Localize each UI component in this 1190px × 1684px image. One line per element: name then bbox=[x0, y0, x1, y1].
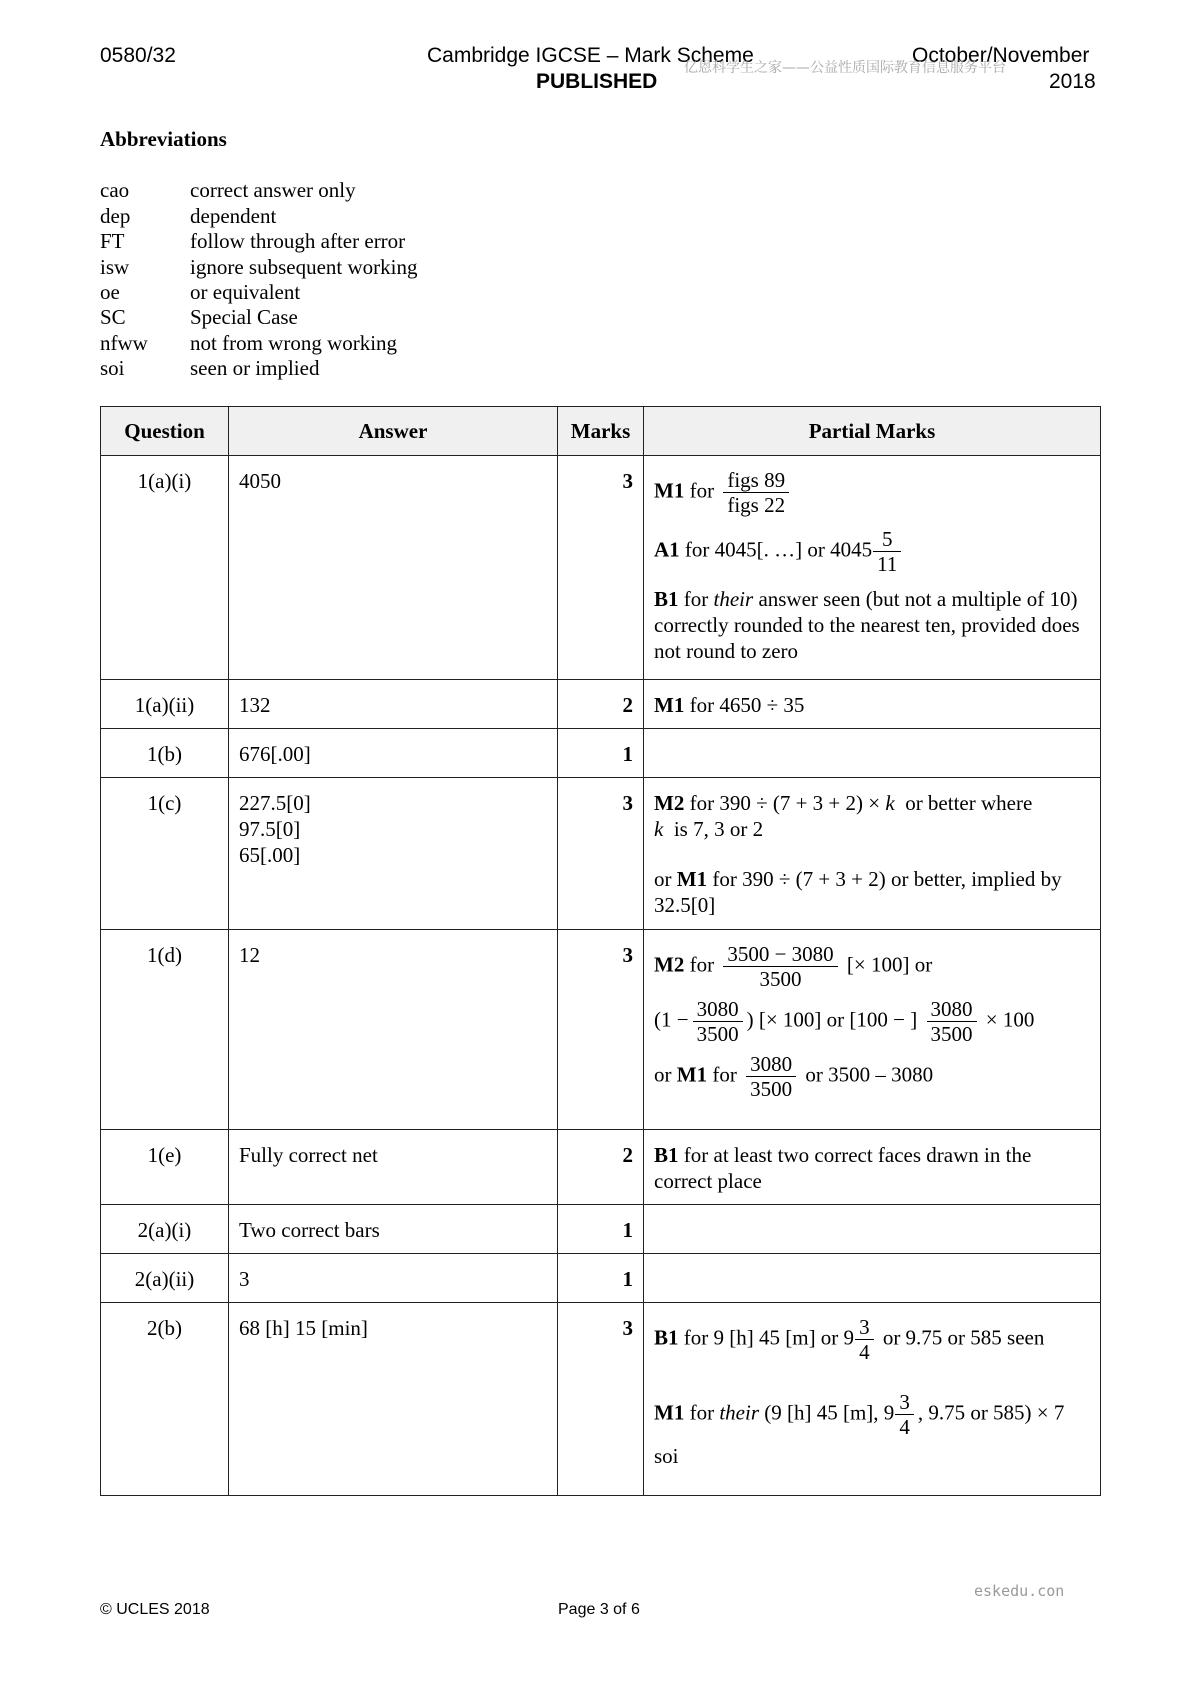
fraction-numerator: 3500 − 3080 bbox=[723, 942, 837, 967]
partial-text: or better where bbox=[905, 791, 1033, 815]
marks-cell: 3 bbox=[558, 778, 644, 930]
partial-mark-line bbox=[654, 527, 1090, 576]
partial-text: for bbox=[689, 1400, 715, 1425]
mark-code: M1 bbox=[676, 867, 708, 891]
paper-code: 0580/32 bbox=[100, 44, 176, 67]
fraction-numerator: figs 89 bbox=[723, 468, 789, 493]
abbreviation-desc: seen or implied bbox=[190, 356, 320, 380]
answer-cell: 68 [h] 15 [min] bbox=[229, 1303, 558, 1496]
partial-text: for bbox=[689, 952, 715, 977]
partial-text: or bbox=[654, 867, 672, 891]
question-number: 1(a)(i) bbox=[101, 456, 229, 680]
abbreviation-code: FT bbox=[100, 229, 125, 253]
variable-k: k bbox=[885, 791, 895, 815]
fraction bbox=[927, 997, 977, 1046]
partial-text: for 4045[. …] or 4045 bbox=[684, 537, 873, 562]
abbreviation-code: SC bbox=[100, 305, 126, 329]
mark-code: M1 bbox=[654, 478, 685, 503]
partial-text: (1 − bbox=[654, 1007, 689, 1032]
partial-mark-line bbox=[654, 816, 1090, 842]
fraction bbox=[693, 997, 743, 1046]
marks-cell: 1 bbox=[558, 729, 644, 778]
question-number: 1(d) bbox=[101, 930, 229, 1130]
abbreviation-desc: not from wrong working bbox=[190, 331, 398, 355]
answer-cell: 4050 bbox=[229, 456, 558, 680]
marks-cell: 3 bbox=[558, 1303, 644, 1496]
table-row bbox=[101, 1130, 1101, 1205]
mark-code: M1 bbox=[654, 1400, 685, 1425]
fraction-denominator: 3500 bbox=[750, 1077, 793, 1101]
abbreviation-code: isw bbox=[100, 255, 130, 279]
mark-code: M1 bbox=[654, 693, 685, 717]
partial-marks-cell bbox=[644, 1254, 1101, 1303]
partial-text: for 390 ÷ (7 + 3 + 2) × bbox=[689, 791, 881, 815]
fraction bbox=[746, 1052, 796, 1101]
question-number: 1(e) bbox=[101, 1130, 229, 1205]
document-title: Cambridge IGCSE – Mark Scheme bbox=[427, 44, 754, 67]
abbreviation-code: nfww bbox=[100, 331, 148, 355]
fraction-denominator: figs 22 bbox=[727, 493, 786, 517]
question-number: 1(c) bbox=[101, 778, 229, 930]
answer-cell: Two correct bars bbox=[229, 1205, 558, 1254]
table-row bbox=[101, 778, 1101, 930]
partial-text: for 9 [h] 45 [m] or 9 bbox=[683, 1325, 855, 1350]
partial-text: for 4650 ÷ 35 bbox=[689, 693, 805, 717]
answer-cell: 676[.00] bbox=[229, 729, 558, 778]
partial-marks-cell bbox=[644, 729, 1101, 778]
page-number: Page 3 of 6 bbox=[558, 1601, 640, 1618]
partial-text: for bbox=[689, 478, 715, 503]
header-question: Question bbox=[101, 407, 229, 456]
answer-line: 227.5[0] bbox=[239, 791, 311, 815]
copyright-text: © UCLES 2018 bbox=[100, 1601, 210, 1618]
marks-cell: 2 bbox=[558, 680, 644, 729]
partial-mark-line bbox=[654, 942, 1090, 991]
partial-marks-cell bbox=[644, 930, 1101, 1130]
fraction-denominator: 3500 bbox=[930, 1022, 973, 1046]
marks-cell: 3 bbox=[558, 930, 644, 1130]
partial-text: [× 100] or bbox=[846, 952, 933, 977]
mark-code: B1 bbox=[654, 1143, 679, 1167]
table-row bbox=[101, 680, 1101, 729]
fraction bbox=[855, 1315, 874, 1364]
abbreviation-desc: ignore subsequent working bbox=[190, 255, 418, 279]
table-row bbox=[101, 729, 1101, 778]
abbreviation-code: cao bbox=[100, 178, 130, 202]
question-number: 2(a)(ii) bbox=[101, 1254, 229, 1303]
answer-cell: Fully correct net bbox=[229, 1130, 558, 1205]
exam-year: 2018 bbox=[1049, 70, 1096, 93]
partial-text: soi bbox=[654, 1444, 679, 1468]
question-number: 1(a)(ii) bbox=[101, 680, 229, 729]
partial-text: for bbox=[683, 587, 709, 611]
partial-marks-cell bbox=[644, 1130, 1101, 1205]
fraction-numerator: 5 bbox=[873, 527, 901, 552]
partial-text: is 7, 3 or 2 bbox=[673, 817, 764, 841]
partial-text-italic: their bbox=[713, 587, 754, 611]
abbreviation-desc: dependent bbox=[190, 204, 277, 228]
partial-marks-cell bbox=[644, 1303, 1101, 1496]
partial-text: answer seen (but not a multiple of 10) correctly rounded to the nearest ten, provided does not round to zero bbox=[654, 587, 1080, 663]
partial-text: or bbox=[654, 1062, 672, 1087]
marks-cell: 3 bbox=[558, 456, 644, 680]
mark-scheme-table bbox=[100, 406, 1101, 1496]
table-row bbox=[101, 1303, 1101, 1496]
question-number: 1(b) bbox=[101, 729, 229, 778]
partial-text: for at least two correct faces drawn in the correct place bbox=[654, 1143, 1032, 1193]
mark-code: M1 bbox=[676, 1062, 708, 1087]
fraction-numerator: 3080 bbox=[927, 997, 977, 1022]
document-status: PUBLISHED bbox=[536, 70, 658, 93]
partial-mark-line bbox=[654, 1052, 1090, 1101]
partial-text-italic: their bbox=[719, 1400, 759, 1425]
partial-text: for 390 ÷ (7 + 3 + 2) or better, implied by 32.5[0] bbox=[654, 867, 1062, 917]
variable-k: k bbox=[654, 817, 664, 841]
partial-mark-line bbox=[654, 1390, 1090, 1439]
fraction-numerator: 3080 bbox=[693, 997, 743, 1022]
site-watermark: eskedu.con bbox=[974, 1582, 1065, 1600]
fraction-denominator: 3500 bbox=[759, 967, 802, 991]
mark-code: M2 bbox=[654, 952, 685, 977]
partial-mark-line bbox=[654, 468, 1090, 517]
exam-session: October/November bbox=[912, 44, 1090, 67]
mark-code: M2 bbox=[654, 791, 685, 815]
answer-line: 65[.00] bbox=[239, 843, 301, 867]
watermark-text: 亿恩科学生之家——公益性质国际教育信息服务平台 bbox=[684, 60, 1006, 76]
mark-code: B1 bbox=[654, 587, 679, 611]
abbreviation-desc: Special Case bbox=[190, 305, 298, 329]
abbreviation-desc: or equivalent bbox=[190, 280, 301, 304]
partial-text: (9 [h] 45 [m], 9 bbox=[764, 1400, 895, 1425]
answer-line: 97.5[0] bbox=[239, 817, 301, 841]
partial-mark-line bbox=[654, 866, 1090, 918]
partial-mark-line bbox=[654, 586, 1090, 664]
marks-cell: 1 bbox=[558, 1254, 644, 1303]
fraction bbox=[723, 468, 789, 517]
fraction-denominator: 4 bbox=[859, 1340, 870, 1364]
table-row bbox=[101, 1205, 1101, 1254]
partial-marks-cell bbox=[644, 456, 1101, 680]
question-number: 2(a)(i) bbox=[101, 1205, 229, 1254]
answer-cell: 12 bbox=[229, 930, 558, 1130]
partial-text: or 9.75 or 585 seen bbox=[882, 1325, 1045, 1350]
partial-mark-line bbox=[654, 790, 1090, 816]
partial-mark-line bbox=[654, 997, 1090, 1046]
question-number: 2(b) bbox=[101, 1303, 229, 1496]
partial-text: ) [× 100] or [100 − ] bbox=[746, 1007, 918, 1032]
abbreviation-desc: follow through after error bbox=[190, 229, 406, 253]
table-row bbox=[101, 456, 1101, 680]
abbreviation-code: dep bbox=[100, 204, 131, 228]
header-answer: Answer bbox=[229, 407, 558, 456]
partial-marks-cell bbox=[644, 1205, 1101, 1254]
fraction-numerator: 3080 bbox=[746, 1052, 796, 1077]
table-row bbox=[101, 930, 1101, 1130]
mark-code: A1 bbox=[654, 537, 680, 562]
answer-cell: 132 bbox=[229, 680, 558, 729]
abbreviation-code: soi bbox=[100, 356, 125, 380]
abbreviation-code: oe bbox=[100, 280, 120, 304]
table-row bbox=[101, 1254, 1101, 1303]
table-header-row bbox=[101, 407, 1101, 456]
partial-text: × 100 bbox=[985, 1007, 1035, 1032]
fraction-numerator: 3 bbox=[895, 1390, 914, 1415]
fraction bbox=[895, 1390, 914, 1439]
marks-cell: 1 bbox=[558, 1205, 644, 1254]
header-marks: Marks bbox=[558, 407, 644, 456]
answer-cell: 3 bbox=[229, 1254, 558, 1303]
header-partial-marks: Partial Marks bbox=[644, 407, 1101, 456]
answer-cell bbox=[229, 778, 558, 930]
abbreviation-desc: correct answer only bbox=[190, 178, 356, 202]
fraction bbox=[723, 942, 837, 991]
partial-text: , 9.75 or 585) × 7 bbox=[917, 1400, 1065, 1425]
fraction-denominator: 3500 bbox=[696, 1022, 739, 1046]
partial-mark-line bbox=[654, 1315, 1090, 1364]
fraction-denominator: 4 bbox=[899, 1415, 910, 1439]
fraction bbox=[873, 527, 901, 576]
fraction-numerator: 3 bbox=[855, 1315, 874, 1340]
mark-code: B1 bbox=[654, 1325, 679, 1350]
partial-marks-cell bbox=[644, 778, 1101, 930]
marks-cell: 2 bbox=[558, 1130, 644, 1205]
partial-marks-cell bbox=[644, 680, 1101, 729]
abbreviations-title: Abbreviations bbox=[100, 127, 227, 151]
fraction-denominator: 11 bbox=[877, 552, 898, 576]
partial-text: or 3500 – 3080 bbox=[805, 1062, 934, 1087]
partial-mark-line bbox=[654, 1443, 1090, 1469]
partial-text: for bbox=[712, 1062, 737, 1087]
